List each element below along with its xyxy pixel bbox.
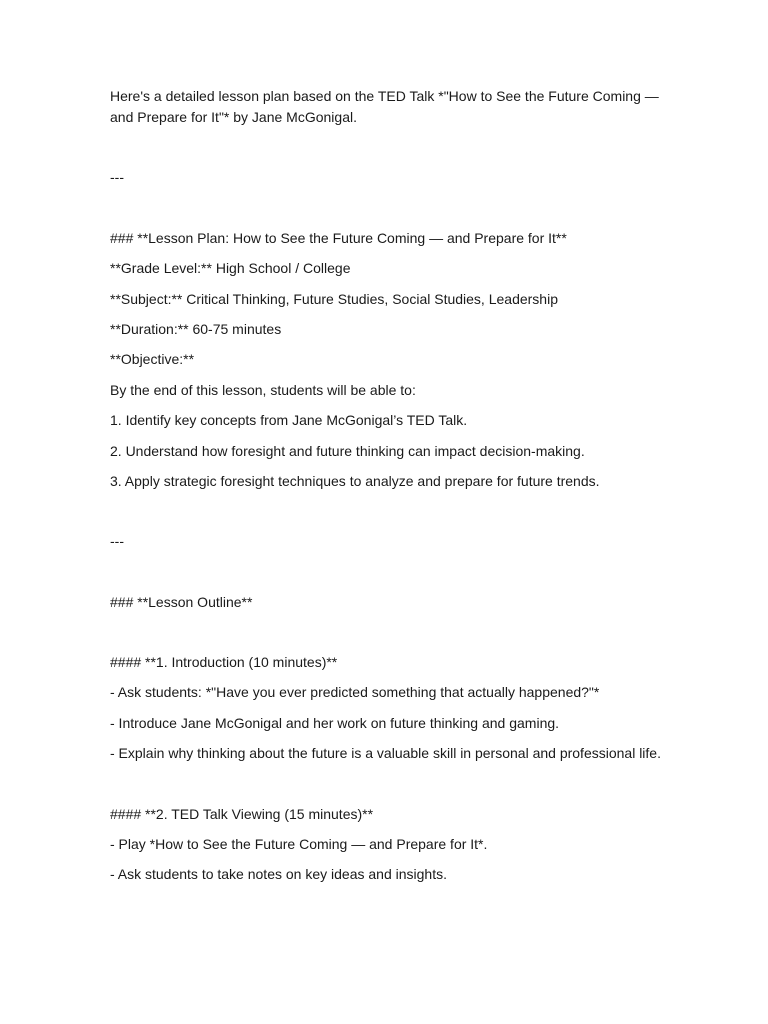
list-item: - Play *How to See the Future Coming — and Prepare for It*. — [110, 836, 488, 853]
objective-item: 1. Identify key concepts from Jane McGonigal’s TED Talk. — [110, 412, 468, 429]
objective-item: 3. Apply strategic foresight techniques to analyze and prepare for future trends. — [110, 472, 600, 489]
spacer — [110, 198, 670, 228]
intro-paragraph: Here's a detailed lesson plan based on the TED Talk *"How to See the Future Coming — and Prepare for It"* by Jane McGonigal. — [110, 88, 659, 125]
lesson-outline-title: ### **Lesson Outline** — [110, 593, 253, 610]
section-heading: #### **2. TED Talk Viewing (15 minutes)** — [110, 805, 374, 822]
subject-line: **Subject:** Critical Thinking, Future Studies, Social Studies, Leadership — [110, 290, 558, 307]
grade-level-line: **Grade Level:** High School / College — [110, 260, 351, 277]
spacer — [110, 501, 670, 531]
list-item: - Introduce Jane McGonigal and her work on future thinking and gaming. — [110, 714, 560, 731]
spacer — [110, 137, 670, 167]
lesson-plan-title: ### **Lesson Plan: How to See the Future Coming — and Prepare for It** — [110, 229, 567, 246]
objective-label: **Objective:** — [110, 351, 195, 368]
list-item: - Ask students: *"Have you ever predicted something that actually happened?"* — [110, 684, 600, 701]
section-heading: #### **1. Introduction (10 minutes)** — [110, 654, 338, 671]
spacer — [110, 622, 670, 652]
document-page — [110, 86, 670, 895]
spacer — [110, 774, 670, 804]
list-item: - Explain why thinking about the future is a valuable skill in personal and professional life. — [110, 745, 661, 762]
objective-intro: By the end of this lesson, students will be able to: — [110, 381, 416, 398]
spacer — [110, 562, 670, 592]
separator: --- — [110, 169, 124, 186]
objective-item: 2. Understand how foresight and future thinking can impact decision-making. — [110, 442, 585, 459]
separator: --- — [110, 533, 124, 550]
duration-line: **Duration:** 60-75 minutes — [110, 320, 282, 337]
list-item: - Ask students to take notes on key ideas and insights. — [110, 866, 447, 883]
